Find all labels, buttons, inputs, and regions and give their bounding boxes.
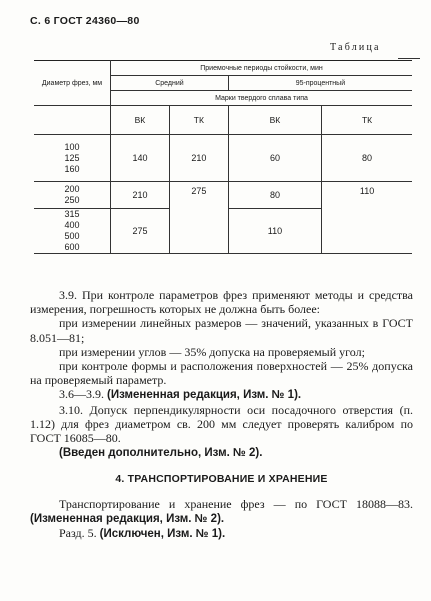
value-cell: 80 xyxy=(228,182,321,209)
diameter-cell: 315 400 500 600 xyxy=(34,209,111,254)
value-cell: 275 xyxy=(169,182,228,254)
grade-tk-96: ТК xyxy=(322,106,412,135)
value-cell: 80 xyxy=(322,135,412,182)
table-row xyxy=(34,135,412,182)
diameter-cell: 200 250 xyxy=(34,182,111,209)
paragraph: 3.10. Допуск перпендикулярности оси посадочного отверстия (п. 1.12) для фрез диаметром св. 200 мм следует проверять калибром по ГОСТ 16085—80. xyxy=(30,402,413,446)
caption-dash xyxy=(398,58,420,59)
col-header-mean: Средний xyxy=(111,76,229,91)
col-header-periods: Приемочные периоды стойкости, мин xyxy=(111,61,413,76)
page-header: С. 6 ГОСТ 24360—80 xyxy=(30,15,140,27)
col-header-96: 95-процентный xyxy=(228,76,412,91)
paragraph: Разд. 5. (Исключен, Изм. № 1). xyxy=(59,526,226,541)
paragraph: 3.6—3.9. (Измененная редакция, Изм. № 1). xyxy=(59,387,302,402)
table-caption: Таблица xyxy=(330,42,381,53)
value-cell: 275 xyxy=(111,209,170,254)
tool-life-table xyxy=(34,60,412,254)
value-cell: 210 xyxy=(169,135,228,182)
paragraph: (Введен дополнительно, Изм. № 2). xyxy=(59,447,263,460)
paragraph: при измерении углов — 35% допуска на проверяемый угол; xyxy=(59,344,365,359)
paragraph: при измерении линейных размеров — значений, указанных в ГОСТ 8.051—81; xyxy=(30,316,413,345)
value-cell: 210 xyxy=(111,182,170,209)
grade-vk-96: ВК xyxy=(228,106,321,135)
grade-vk-mean: ВК xyxy=(111,106,170,135)
diameter-cell: 100 125 160 xyxy=(34,135,111,182)
col-header-grades: Марки твердого сплава типа xyxy=(111,91,413,106)
col-header-blank xyxy=(34,106,111,135)
value-cell: 140 xyxy=(111,135,170,182)
col-header-diameter: Диаметр фрез, мм xyxy=(34,61,111,106)
grade-tk-mean: ТК xyxy=(169,106,228,135)
value-cell: 110 xyxy=(322,182,412,254)
value-cell: 110 xyxy=(228,209,321,254)
paragraph: Транспортирование и хранение фрез — по ГОСТ 18088—83. (Измененная редакция, Изм. № 2). xyxy=(30,496,413,525)
table-row xyxy=(34,182,412,209)
section-title: 4. ТРАНСПОРТИРОВАНИЕ И ХРАНЕНИЕ xyxy=(115,473,328,486)
paragraph: при контроле формы и расположения поверхностей — 25% допуска на проверяемый параметр. xyxy=(30,359,413,388)
paragraph: 3.9. При контроле параметров фрез применяют методы и средства измерения, погрешность которых не должна быть более: xyxy=(30,288,413,317)
body-text xyxy=(30,288,413,541)
value-cell: 60 xyxy=(228,135,321,182)
